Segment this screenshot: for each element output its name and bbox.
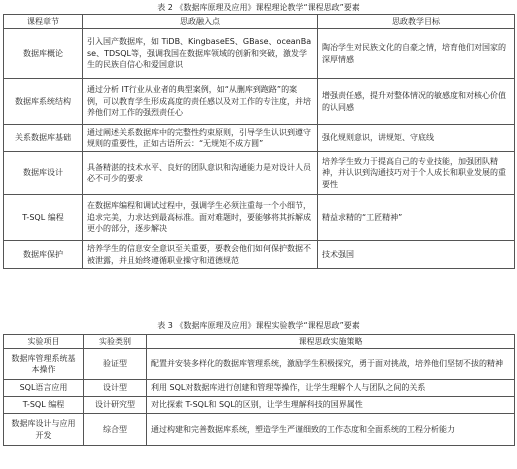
project-cell: T-SQL 编程 xyxy=(4,397,84,414)
table2-caption: 表 2 《数据库原理及应用》课程理论教学“课程思政”要素 xyxy=(157,3,360,12)
ideological-elements-theory-table xyxy=(3,14,515,269)
table-row xyxy=(4,125,515,152)
header-strategy: 课程思政实施策略 xyxy=(147,335,515,349)
table-row xyxy=(4,397,515,414)
chapter-cell: 数据库设计 xyxy=(4,152,83,195)
category-cell: 设计型 xyxy=(84,380,147,397)
chapter-cell: T-SQL 编程 xyxy=(4,195,83,241)
chapter-cell: 数据库保护 xyxy=(4,241,83,269)
table-row xyxy=(4,241,515,269)
table-row xyxy=(4,79,515,125)
chapter-cell: 关系数据库基础 xyxy=(4,125,83,152)
category-cell: 设计研究型 xyxy=(84,397,147,414)
strategy-cell: 利用 SQL对数据库进行创建和管理等操作，让学生理解个人与团队之间的关系 xyxy=(147,380,515,397)
table-row xyxy=(4,195,515,241)
chapter-cell: 数据库概论 xyxy=(4,29,83,79)
teaching-goal-cell: 陶冶学生对民族文化的自豪之情，培育他们对国家的深厚情感 xyxy=(318,29,515,79)
category-cell: 验证型 xyxy=(84,349,147,380)
teaching-goal-cell: 增强责任感，提升对整体情况的敏感度和对核心价值的认同感 xyxy=(318,79,515,125)
strategy-cell: 对比探索 T-SQL和 SQL的区别，让学生理解科技的国界属性 xyxy=(147,397,515,414)
table-row xyxy=(4,414,515,446)
teaching-goal-cell: 技术强国 xyxy=(318,241,515,269)
integration-point-cell: 具备精湛的技术水平、良好的团队意识和沟通能力是对设计人员必不可少的要求 xyxy=(83,152,318,195)
teaching-goal-cell: 精益求精的“工匠精神” xyxy=(318,195,515,241)
table-header-row xyxy=(4,15,515,29)
table-row xyxy=(4,349,515,380)
table3-caption: 表 3 《数据库原理及应用》课程实验教学“课程思政”要素 xyxy=(157,321,360,330)
integration-point-cell: 引入国产数据库，如 TiDB、KingbaseES、GBase、oceanBase、TDSQL等，强调我国在数据库领域的创新和突破，激发学生的民族自信心和爱国意识 xyxy=(83,29,318,79)
header-integration-points: 思政融入点 xyxy=(83,15,318,29)
header-teaching-goals: 思政教学目标 xyxy=(318,15,515,29)
ideological-elements-experiment-table xyxy=(3,334,515,446)
integration-point-cell: 培养学生的信息安全意识至关重要，要教会他们如何保护数据不被泄露，并且始终遵循职业操守和道德规范 xyxy=(83,241,318,269)
teaching-goal-cell: 培养学生致力于提高自己的专业技能，加强团队精神，并认识到沟通技巧对于个人成长和职业发展的重要性 xyxy=(318,152,515,195)
table-row xyxy=(4,29,515,79)
table-header-row xyxy=(4,335,515,349)
project-cell: SQL语言应用 xyxy=(4,380,84,397)
project-cell: 数据库设计与应用开发 xyxy=(4,414,84,446)
table-row xyxy=(4,380,515,397)
integration-point-cell: 通过阐述关系数据库中的完整性约束原则，引导学生认识到遵守规则的重要性，正如古语所云：“无规矩不成方圆” xyxy=(83,125,318,152)
teaching-goal-cell: 强化规则意识，讲规矩、守底线 xyxy=(318,125,515,152)
integration-point-cell: 在数据库编程和调试过程中，强调学生必须注重每一个小细节，追求完美，力求达到最高标准。面对难题时，要能够将其拆解成更小的部分，逐步解决 xyxy=(83,195,318,241)
integration-point-cell: 通过分析 IT行业从业者的典型案例，如“从删库到跑路”的案例，可以教育学生形成高度的责任感以及对工作的专注度，并培养他们对工作的强烈责任心 xyxy=(83,79,318,125)
strategy-cell: 配置并安装多样化的数据库管理系统，激励学生积极探究，勇于面对挑战，培养他们坚韧不拔的精神 xyxy=(147,349,515,380)
table-row xyxy=(4,152,515,195)
chapter-cell: 数据库系统结构 xyxy=(4,79,83,125)
category-cell: 综合型 xyxy=(84,414,147,446)
strategy-cell: 通过构建和完善数据库系统，塑造学生严谨细致的工作态度和全面系统的工程分析能力 xyxy=(147,414,515,446)
header-project: 实验项目 xyxy=(4,335,84,349)
header-category: 实验类别 xyxy=(84,335,147,349)
project-cell: 数据库管理系统基本操作 xyxy=(4,349,84,380)
header-chapter: 课程章节 xyxy=(4,15,83,29)
